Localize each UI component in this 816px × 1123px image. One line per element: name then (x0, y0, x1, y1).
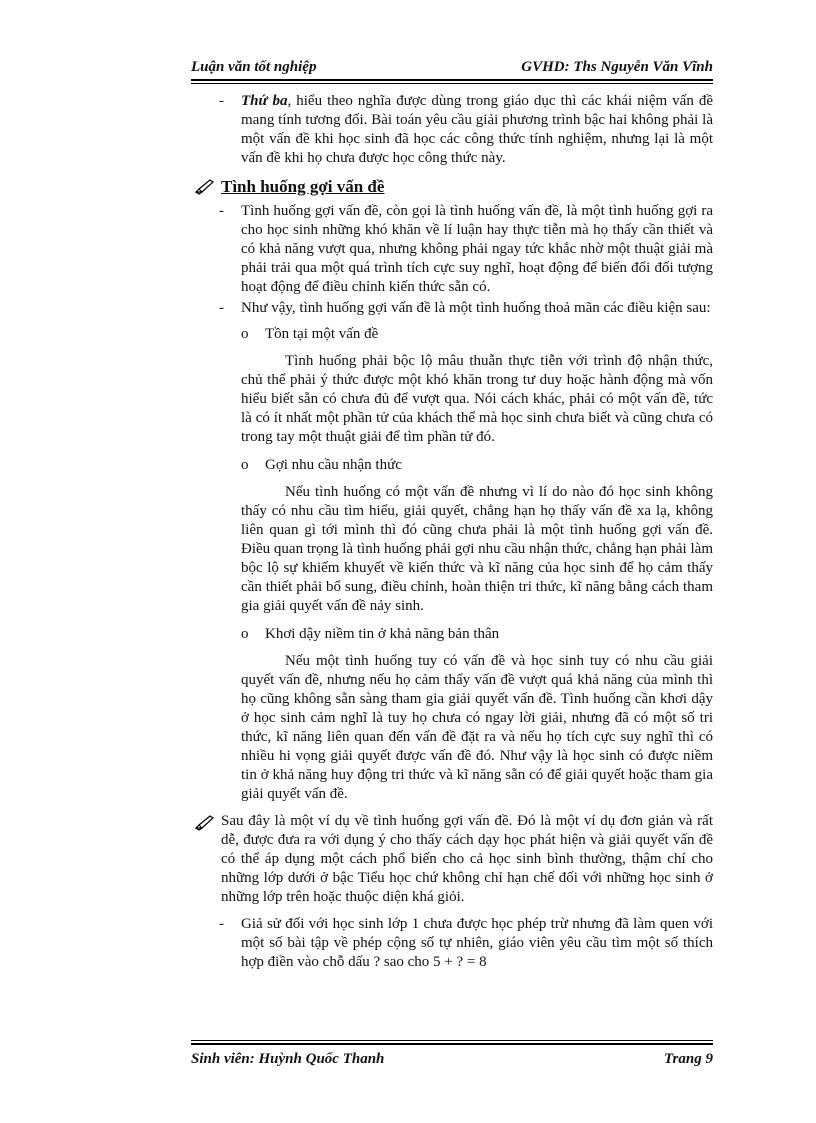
section-heading (191, 176, 713, 198)
condition-title-text: Khơi dậy niềm tin ở khả năng bản thân (265, 626, 500, 642)
dash-item-example (191, 915, 713, 972)
page-footer (191, 1046, 713, 1070)
pencil-bullet-icon (195, 813, 215, 831)
condition-title-2 (191, 456, 713, 475)
dash-bullet: - (219, 203, 224, 219)
condition-text-1: Tình huống phải bộc lộ mâu thuẫn thực tiễn với trình độ nhận thức, chủ thể phải ý thức được một khó khăn trong tư duy hoặc hành động mà vốn hiểu biết sẵn có chưa đủ để vượt qua. Nói cách khác, phải có một vấn đề, tức là có ít nhất một phần tử của khách thể mà học sinh chưa biết và cũng chưa có trong tay một thuật giải để tìm phần tử đó. (241, 353, 713, 445)
footer-student: Sinh viên: Huỳnh Quốc Thanh (191, 1051, 385, 1067)
example-intro-text: Sau đây là một ví dụ về tình huống gợi vấn đề. Đó là một ví dụ đơn giản và rất dễ, được đưa ra với dụng ý cho thấy cách dạy học phát hiện và giải quyết vấn đề có thể áp dụng một cách phổ biến cho cả học sinh bình thường, thậm chí cho những lớp dưới ở bậc Tiểu học chứ không chỉ hạn chế đối với những học sinh ở những lớp trên hoặc thuộc diện khá giỏi. (221, 813, 713, 905)
page-body (191, 92, 713, 972)
condition-title-text: Tồn tại một vấn đề (265, 326, 379, 342)
circle-bullet: o (241, 626, 249, 642)
header-thesis-title: Luận văn tốt nghiệp (191, 59, 317, 75)
dash-item-conditions (191, 299, 713, 318)
circle-bullet: o (241, 326, 249, 342)
circle-bullet: o (241, 457, 249, 473)
header-advisor: GVHD: Ths Nguyễn Văn Vĩnh (521, 59, 713, 75)
header-rule-thick (191, 79, 713, 81)
item-third-lead: Thứ ba (241, 93, 288, 109)
footer-rule-thick (191, 1043, 713, 1045)
header-rule-thin (191, 83, 713, 84)
section-heading-text: Tình huống gợi vấn đề (221, 177, 385, 196)
example-intro (191, 812, 713, 907)
condition-title-text: Gợi nhu cầu nhận thức (265, 457, 402, 473)
dash-bullet: - (219, 93, 224, 109)
conditions-intro-text: Như vậy, tình huống gợi vấn đề là một tình huống thoả mãn các điều kiện sau: (241, 300, 711, 316)
condition-title-3 (191, 625, 713, 644)
dash-item-third (191, 92, 713, 168)
footer-page-number: Trang 9 (663, 1051, 713, 1067)
condition-text-3: Nếu một tình huống tuy có vấn đề và học sinh tuy có nhu cầu giải quyết vấn đề, nhưng nếu họ cảm thấy vấn đề vượt quá khả năng của mình thì họ cũng không sẵn sàng tham gia giải quyết vấn đề. Tình huống cần khơi dậy ở học sinh cảm nghĩ là tuy họ chưa có ngay lời giải, nhưng đã có một số tri thức, kĩ năng liên quan đến vấn đề đặt ra và nếu họ tích cực suy nghĩ thì có nhiều hi vọng giải quyết được vấn đề đó. Như vậy là học sinh có được niềm tin ở khả năng huy động tri thức và kĩ năng sẵn có để giải quyết hoặc tham gia giải quyết vấn đề. (241, 653, 713, 802)
dash-bullet: - (219, 300, 224, 316)
condition-title-1 (191, 325, 713, 344)
dash-bullet: - (219, 916, 224, 932)
example-text: Giả sử đối với học sinh lớp 1 chưa được học phép trừ nhưng đã làm quen với một số bài tập về phép cộng số tự nhiên, giáo viên yêu cầu tìm một số thích hợp điền vào chỗ dấu ? sao cho 5 + ? = 8 (241, 916, 713, 970)
footer-rule-thin (191, 1040, 713, 1041)
dash-item-definition (191, 202, 713, 297)
pencil-bullet-icon (195, 177, 215, 195)
page-header (191, 56, 713, 80)
definition-text: Tình huống gợi vấn đề, còn gọi là tình huống vấn đề, là một tình huống gợi ra cho học sinh những khó khăn về lí luận hay thực tiễn mà họ thấy cần thiết và có khả năng vượt qua, nhưng không phải ngay tức khắc nhờ một thuật giải mà phải trải qua một quá trình tích cực suy nghĩ, hoạt động để biến đổi đối tượng hoạt động để điều chỉnh kiến thức sẵn có. (241, 203, 713, 295)
item-third-text: , hiểu theo nghĩa được dùng trong giáo dục thì các khái niệm vấn đề mang tính tương đối. Bài toán yêu cầu giải phương trình bậc hai không phải là một vấn đề khi học sinh đã học các công thức tính nghiệm, nhưng lại là một vấn đề khi họ chưa được học công thức này. (241, 93, 713, 166)
condition-text-2: Nếu tình huống có một vấn đề nhưng vì lí do nào đó học sinh không thấy có nhu cầu tìm hiểu, giải quyết, chẳng hạn họ thấy vấn đề xa lạ, không liên quan gì tới mình thì đó cũng chưa phải là một tình huống gợi vấn đề. Điều quan trọng là tình huống phải gợi nhu cầu nhận thức, chẳng hạn phải làm bộc lộ sự khiếm khuyết về kiến thức và kĩ năng của học sinh để họ cảm thấy cần thiết phải bổ sung, điều chỉnh, hoàn thiện tri thức, kĩ năng bằng cách tham gia giải quyết vấn đề nảy sinh. (241, 484, 713, 614)
